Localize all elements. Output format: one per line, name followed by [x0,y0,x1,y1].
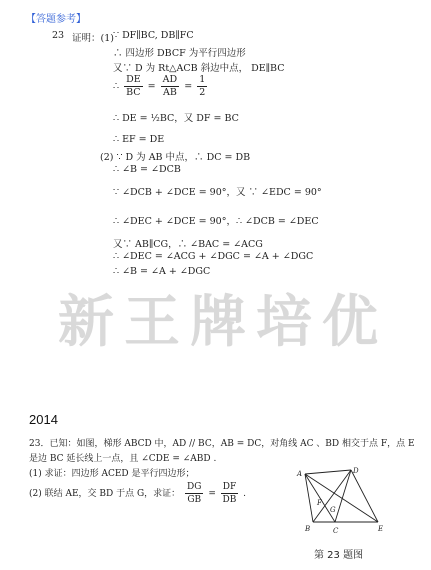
solution-line-6: ∴ EF = DE [113,134,165,145]
therefore-symbol: ∴ [113,81,120,92]
label-f: F [317,499,322,507]
fraction-denominator: GB [187,495,202,505]
label-d: D [353,467,359,475]
solution-line-5: ∴ DE = ½BC，又 DF = BC [113,113,239,124]
equals-sign: = [147,81,156,92]
solution-line-10: ∴ ∠DEC + ∠DCE = 90°，∴ ∠DCB = ∠DEC [113,216,319,227]
equals-sign: = [184,81,193,92]
fraction-numerator: DF [222,482,237,492]
fraction-denominator: 2 [199,87,206,98]
segment-ad [305,470,351,474]
fraction-numerator: AD [162,74,178,85]
solution-number: 23 [52,30,65,41]
fraction-denominator: BC [126,87,141,98]
label-b: B [305,525,311,533]
segment-de [351,470,378,522]
figure-caption: 第 23 题图 [314,550,364,561]
year-heading: 2014 [29,412,58,427]
solution-line-12: ∴ ∠DEC = ∠ACG + ∠DGC = ∠A + ∠DGC [113,251,314,262]
fraction-numerator: DE [126,74,141,85]
solution-line-13: ∴ ∠B = ∠A + ∠DGC [113,266,211,277]
label-g: G [330,506,336,514]
answer-reference-tag: 【答题参考】 [26,14,86,25]
period: . [243,489,246,499]
label-e: E [378,525,384,533]
solution-line-11: 又∵ AB∥CG，∴ ∠BAC = ∠ACG [113,239,263,250]
solution-line-8: ∴ ∠B = ∠DCB [113,164,181,175]
fraction-one-half [197,74,207,99]
trapezoid-figure [290,464,395,540]
segment-dc [335,470,351,522]
label-c: C [333,527,339,535]
fraction-de-bc [124,74,143,99]
problem-part-1: (1) 求证：四边形 ACED 是平行四边形； [29,469,195,479]
fraction-ad-ab [161,74,179,99]
problem-line-2: 是边 BC 延长线上一点，且 ∠CDE = ∠ABD . [29,454,217,464]
label-a: A [297,470,303,478]
fraction-df-db [221,481,238,506]
fraction-numerator: DG [187,482,202,492]
fraction-denominator: DB [222,495,237,505]
fraction-line [113,74,209,99]
fraction-numerator: 1 [199,74,206,85]
watermark: 新王牌培优 [58,290,388,355]
part-2-text: (2) 联结 AE，交 BD 于点 G，求证： [29,489,181,499]
solution-line-3: 又∵ D 为 Rt△ACB 斜边中点， DE∥BC [113,63,285,74]
solution-line-1: ∵ DF∥BC, DB∥FC [113,30,194,41]
solution-line-7: (2) ∵ D 为 AB 中点，∴ DC = DB [100,152,251,163]
fraction-dg-gb [185,481,203,506]
segment-ae [305,474,378,522]
fraction-denominator: AB [162,87,177,98]
problem-part-2 [29,481,246,506]
solution-line-2: ∴ 四边形 DBCF 为平行四边形 [113,48,246,59]
solution-line-9: ∵ ∠DCB + ∠DCE = 90°，又 ∵ ∠EDC = 90° [113,187,322,198]
problem-line-1: 23．已知：如图，梯形 ABCD 中，AD // BC，AB = DC，对角线 AC 、BD 相交于点 F，点 E [29,439,415,449]
solution-label: 证明：(1) [72,33,114,44]
equals-sign: = [208,489,216,499]
